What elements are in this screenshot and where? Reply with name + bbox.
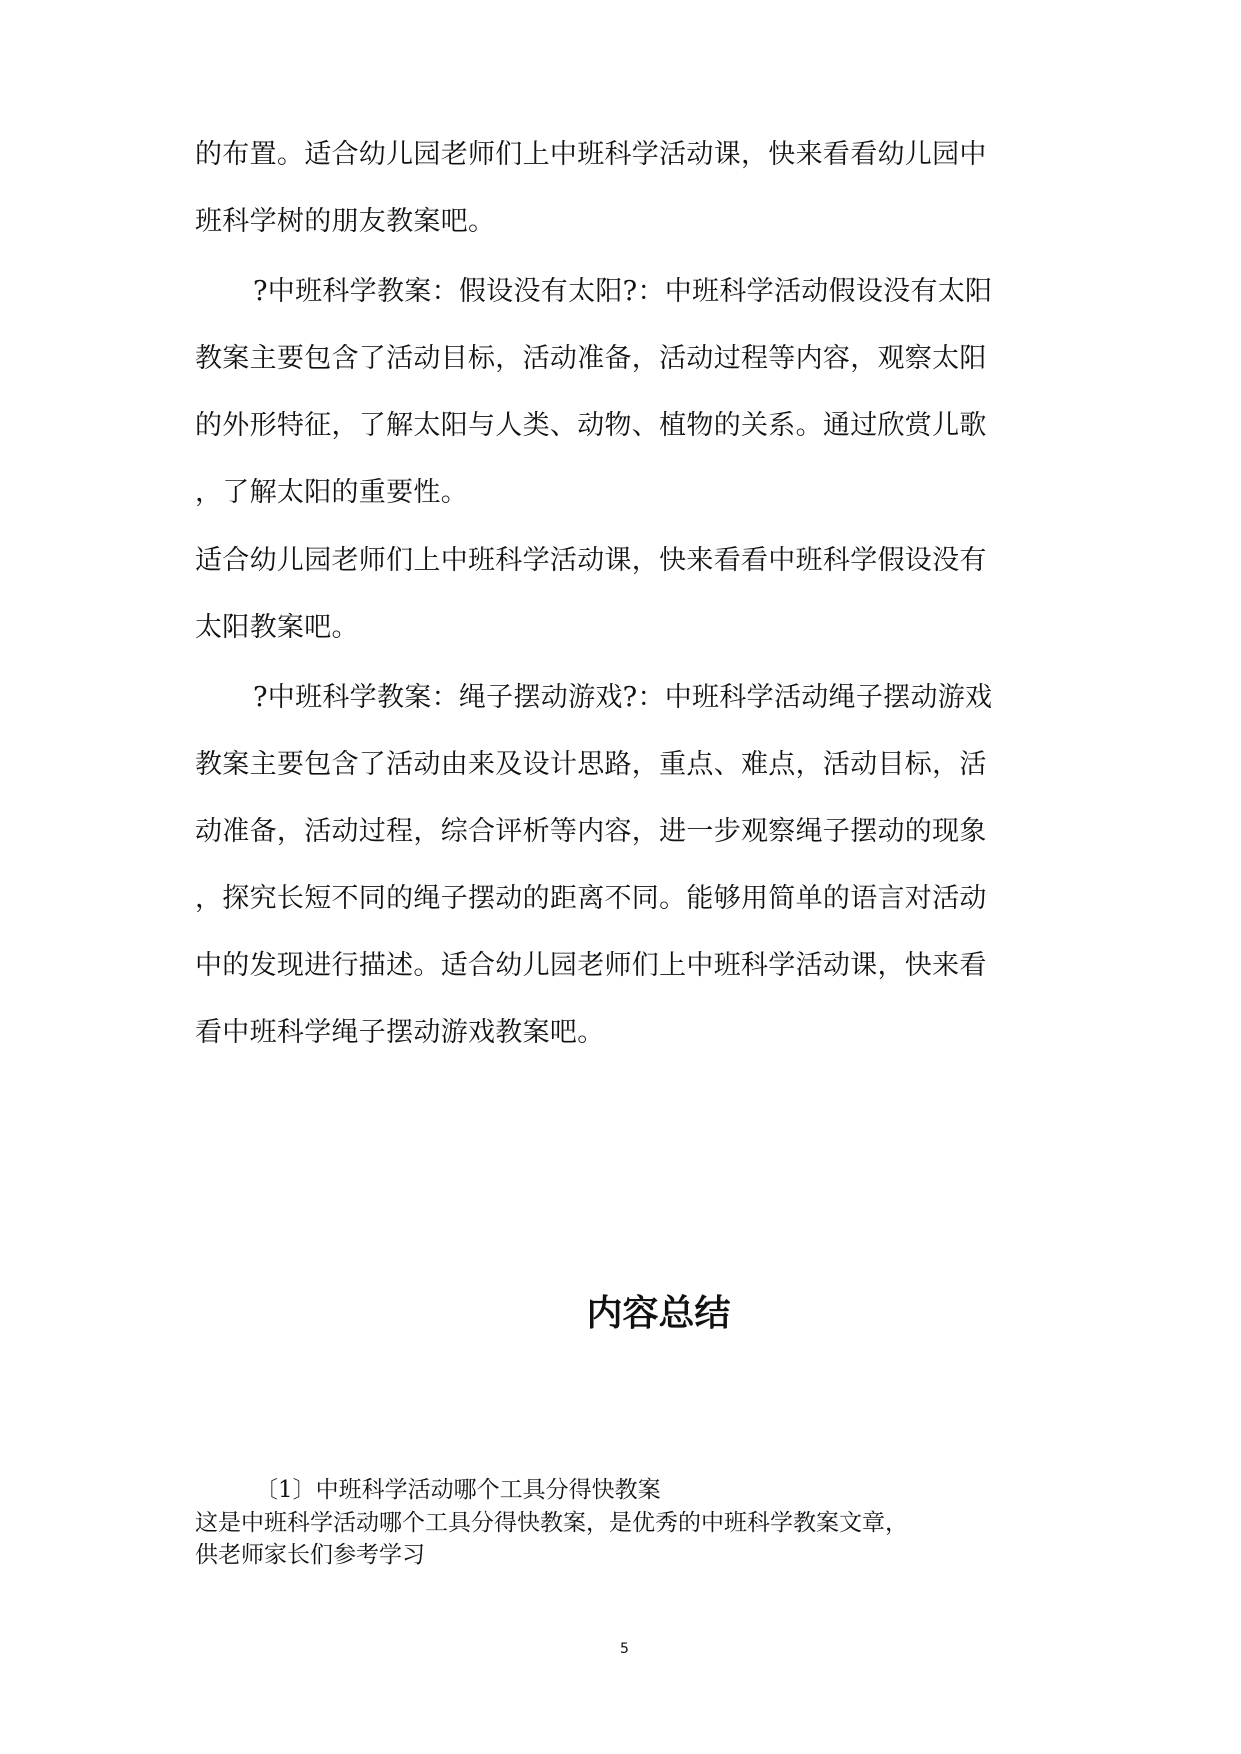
body-line: 班科学树的朋友教案吧。: [195, 206, 496, 237]
body-line: 适合幼儿园老师们上中班科学活动课，快来看看中班科学假设没有: [195, 545, 987, 576]
body-line: 看中班科学绳子摆动游戏教案吧。: [195, 1017, 605, 1048]
body-line: 教案主要包含了活动目标，活动准备，活动过程等内容，观察太阳: [195, 343, 987, 374]
summary-heading: 内容总结: [586, 1293, 731, 1334]
summary-item-text: 这是中班科学活动哪个工具分得快教案，是优秀的中班科学教案文章，: [195, 1510, 908, 1536]
body-line: ，探究长短不同的绳子摆动的距离不同。能够用简单的语言对活动: [195, 883, 987, 914]
body-line: ，了解太阳的重要性。: [195, 477, 468, 508]
body-line: 太阳教案吧。: [195, 612, 359, 643]
paragraph-start-line: ?中班科学教案：假设没有太阳?：中班科学活动假设没有太阳: [253, 276, 993, 307]
paragraph-start-line: ?中班科学教案：绳子摆动游戏?：中班科学活动绳子摆动游戏: [253, 682, 993, 713]
summary-item-title: 〔1〕中班科学活动哪个工具分得快教案: [255, 1477, 661, 1503]
summary-item-text: 供老师家长们参考学习: [195, 1542, 425, 1568]
page-number: 5: [620, 1641, 629, 1657]
body-line: 教案主要包含了活动由来及设计思路，重点、难点，活动目标，活: [195, 749, 987, 780]
body-line: 的布置。适合幼儿园老师们上中班科学活动课，快来看看幼儿园中: [195, 139, 987, 170]
body-line: 动准备，活动过程，综合评析等内容，进一步观察绳子摆动的现象: [195, 816, 987, 847]
body-line: 的外形特征，了解太阳与人类、动物、植物的关系。通过欣赏儿歌: [195, 410, 987, 441]
body-line: 中的发现进行描述。适合幼儿园老师们上中班科学活动课，快来看: [195, 950, 987, 981]
